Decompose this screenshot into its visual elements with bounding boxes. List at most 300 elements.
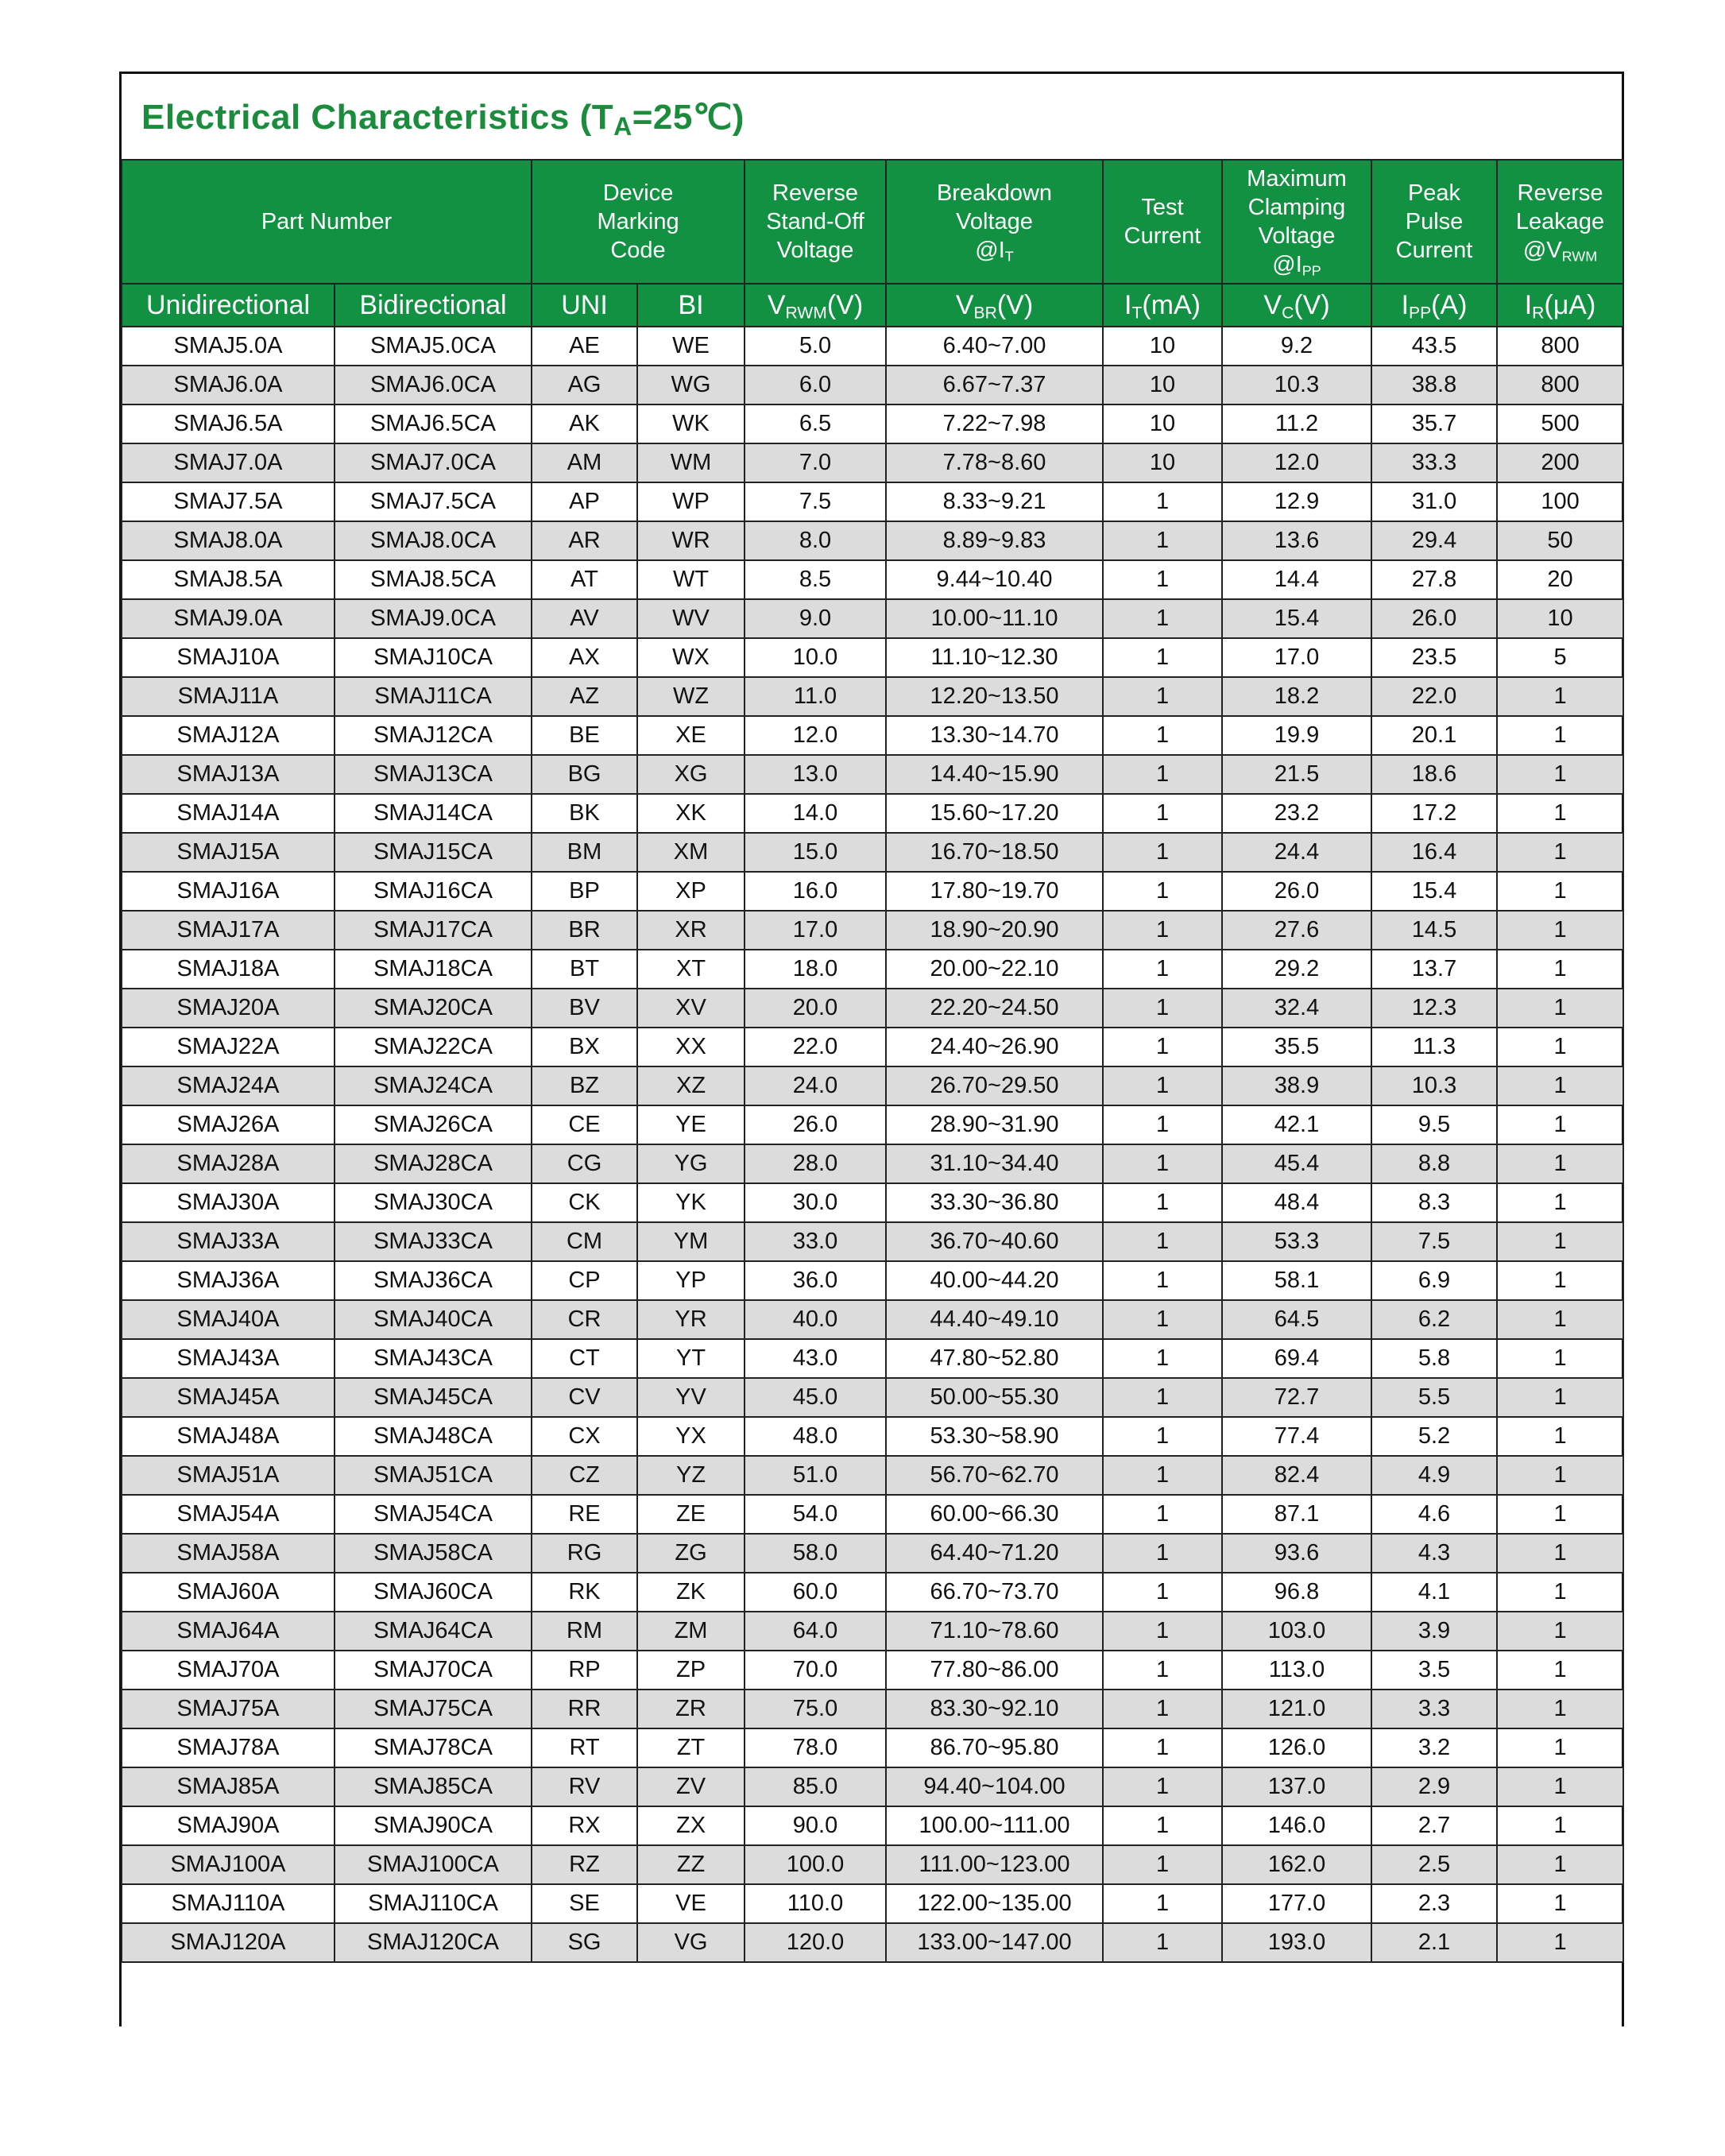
cell-vbr: 44.40~49.10 (886, 1300, 1103, 1339)
cell-unidirectional-part: SMAJ20A (122, 989, 335, 1028)
header-max-clamping-voltage: Maximum Clamping Voltage $@I_{PP}$ (1222, 160, 1371, 284)
cell-vc: 23.2 (1222, 794, 1371, 833)
cell-vrwm: 9.0 (745, 599, 886, 638)
cell-it: 1 (1103, 1222, 1222, 1261)
cell-uni-marking: AV (532, 599, 637, 638)
electrical-characteristics-table (121, 159, 1624, 1963)
cell-it: 1 (1103, 716, 1222, 755)
cell-uni-marking: CR (532, 1300, 637, 1339)
cell-vc: 77.4 (1222, 1417, 1371, 1456)
cell-vbr: 10.00~11.10 (886, 599, 1103, 638)
cell-bi-marking: WX (637, 638, 745, 677)
cell-vbr: 12.20~13.50 (886, 677, 1103, 716)
cell-bidirectional-part: SMAJ33CA (335, 1222, 532, 1261)
cell-uni-marking: BZ (532, 1066, 637, 1105)
table-body (122, 327, 1623, 1962)
table-row (122, 1300, 1623, 1339)
cell-ipp: 26.0 (1371, 599, 1497, 638)
cell-unidirectional-part: SMAJ7.5A (122, 482, 335, 521)
table-row (122, 1105, 1623, 1144)
cell-vbr: 8.33~9.21 (886, 482, 1103, 521)
cell-bidirectional-part: SMAJ16CA (335, 872, 532, 911)
cell-vrwm: 100.0 (745, 1845, 886, 1884)
cell-ir: 1 (1497, 1573, 1623, 1612)
cell-uni-marking: BX (532, 1028, 637, 1066)
cell-vrwm: 28.0 (745, 1144, 886, 1183)
cell-vbr: 83.30~92.10 (886, 1690, 1103, 1728)
cell-ir: 1 (1497, 1728, 1623, 1767)
cell-unidirectional-part: SMAJ8.5A (122, 560, 335, 599)
cell-uni-marking: BE (532, 716, 637, 755)
cell-vc: 11.2 (1222, 404, 1371, 443)
cell-bi-marking: YK (637, 1183, 745, 1222)
cell-vc: 162.0 (1222, 1845, 1371, 1884)
cell-bidirectional-part: SMAJ90CA (335, 1806, 532, 1845)
subheader-it: $I_T(mA)$ (1103, 284, 1222, 327)
cell-vrwm: 40.0 (745, 1300, 886, 1339)
cell-ipp: 35.7 (1371, 404, 1497, 443)
cell-vrwm: 36.0 (745, 1261, 886, 1300)
cell-vbr: 6.67~7.37 (886, 366, 1103, 404)
cell-ir: 1 (1497, 1028, 1623, 1066)
cell-bidirectional-part: SMAJ64CA (335, 1612, 532, 1651)
cell-unidirectional-part: SMAJ24A (122, 1066, 335, 1105)
cell-vrwm: 8.0 (745, 521, 886, 560)
cell-bi-marking: YT (637, 1339, 745, 1378)
cell-bidirectional-part: SMAJ54CA (335, 1495, 532, 1534)
cell-ipp: 3.2 (1371, 1728, 1497, 1767)
cell-ipp: 8.8 (1371, 1144, 1497, 1183)
table-row (122, 1612, 1623, 1651)
cell-bi-marking: ZK (637, 1573, 745, 1612)
header-part-number: Part Number (122, 160, 532, 284)
cell-unidirectional-part: SMAJ78A (122, 1728, 335, 1767)
cell-ir: 1 (1497, 1806, 1623, 1845)
cell-vc: 9.2 (1222, 327, 1371, 366)
cell-vc: 177.0 (1222, 1884, 1371, 1923)
cell-unidirectional-part: SMAJ13A (122, 755, 335, 794)
cell-unidirectional-part: SMAJ48A (122, 1417, 335, 1456)
cell-unidirectional-part: SMAJ22A (122, 1028, 335, 1066)
cell-bidirectional-part: SMAJ10CA (335, 638, 532, 677)
cell-uni-marking: CV (532, 1378, 637, 1417)
table-row (122, 716, 1623, 755)
header-device-marking-code: Device Marking Code (532, 160, 745, 284)
cell-bidirectional-part: SMAJ9.0CA (335, 599, 532, 638)
cell-bidirectional-part: SMAJ110CA (335, 1884, 532, 1923)
table-row (122, 1456, 1623, 1495)
cell-unidirectional-part: SMAJ17A (122, 911, 335, 950)
cell-unidirectional-part: SMAJ64A (122, 1612, 335, 1651)
cell-vc: 17.0 (1222, 638, 1371, 677)
cell-vbr: 16.70~18.50 (886, 833, 1103, 872)
header-test-current: Test Current (1103, 160, 1222, 284)
cell-bidirectional-part: SMAJ22CA (335, 1028, 532, 1066)
cell-ir: 1 (1497, 1495, 1623, 1534)
cell-unidirectional-part: SMAJ60A (122, 1573, 335, 1612)
cell-ir: 1 (1497, 677, 1623, 716)
cell-bi-marking: XZ (637, 1066, 745, 1105)
cell-ir: 1 (1497, 950, 1623, 989)
cell-it: 1 (1103, 1261, 1222, 1300)
cell-ipp: 2.9 (1371, 1767, 1497, 1806)
table-row (122, 1573, 1623, 1612)
cell-vc: 48.4 (1222, 1183, 1371, 1222)
cell-vrwm: 17.0 (745, 911, 886, 950)
cell-it: 1 (1103, 950, 1222, 989)
cell-vbr: 56.70~62.70 (886, 1456, 1103, 1495)
cell-bidirectional-part: SMAJ58CA (335, 1534, 532, 1573)
cell-uni-marking: CE (532, 1105, 637, 1144)
cell-ipp: 14.5 (1371, 911, 1497, 950)
cell-vrwm: 33.0 (745, 1222, 886, 1261)
cell-uni-marking: AP (532, 482, 637, 521)
cell-uni-marking: CT (532, 1339, 637, 1378)
cell-ipp: 4.9 (1371, 1456, 1497, 1495)
cell-bidirectional-part: SMAJ17CA (335, 911, 532, 950)
cell-unidirectional-part: SMAJ43A (122, 1339, 335, 1378)
cell-uni-marking: RX (532, 1806, 637, 1845)
cell-vc: 19.9 (1222, 716, 1371, 755)
cell-ipp: 33.3 (1371, 443, 1497, 482)
cell-unidirectional-part: SMAJ5.0A (122, 327, 335, 366)
cell-unidirectional-part: SMAJ90A (122, 1806, 335, 1845)
cell-bi-marking: ZP (637, 1651, 745, 1690)
cell-it: 1 (1103, 1534, 1222, 1573)
cell-ipp: 2.7 (1371, 1806, 1497, 1845)
cell-ir: 1 (1497, 1339, 1623, 1378)
cell-ir: 1 (1497, 872, 1623, 911)
cell-ir: 1 (1497, 1222, 1623, 1261)
cell-vbr: 64.40~71.20 (886, 1534, 1103, 1573)
table-row (122, 1339, 1623, 1378)
cell-it: 1 (1103, 911, 1222, 950)
cell-bi-marking: WZ (637, 677, 745, 716)
subheader-vbr: $V_{BR}(V)$ (886, 284, 1103, 327)
cell-vrwm: 5.0 (745, 327, 886, 366)
table-row (122, 677, 1623, 716)
cell-bidirectional-part: SMAJ20CA (335, 989, 532, 1028)
cell-it: 1 (1103, 1456, 1222, 1495)
table-row (122, 1767, 1623, 1806)
cell-ir: 20 (1497, 560, 1623, 599)
cell-it: 1 (1103, 1690, 1222, 1728)
table-row (122, 833, 1623, 872)
cell-unidirectional-part: SMAJ8.0A (122, 521, 335, 560)
cell-unidirectional-part: SMAJ26A (122, 1105, 335, 1144)
cell-ipp: 22.0 (1371, 677, 1497, 716)
cell-bidirectional-part: SMAJ13CA (335, 755, 532, 794)
cell-uni-marking: CZ (532, 1456, 637, 1495)
cell-ir: 1 (1497, 1144, 1623, 1183)
cell-vc: 121.0 (1222, 1690, 1371, 1728)
cell-unidirectional-part: SMAJ85A (122, 1767, 335, 1806)
table-row (122, 1806, 1623, 1845)
cell-uni-marking: RZ (532, 1845, 637, 1884)
cell-bi-marking: YE (637, 1105, 745, 1144)
table-row (122, 911, 1623, 950)
cell-it: 10 (1103, 443, 1222, 482)
cell-unidirectional-part: SMAJ28A (122, 1144, 335, 1183)
cell-vrwm: 48.0 (745, 1417, 886, 1456)
cell-vc: 72.7 (1222, 1378, 1371, 1417)
cell-it: 1 (1103, 1767, 1222, 1806)
cell-unidirectional-part: SMAJ14A (122, 794, 335, 833)
cell-bidirectional-part: SMAJ5.0CA (335, 327, 532, 366)
cell-unidirectional-part: SMAJ75A (122, 1690, 335, 1728)
cell-vc: 29.2 (1222, 950, 1371, 989)
cell-unidirectional-part: SMAJ70A (122, 1651, 335, 1690)
cell-ipp: 29.4 (1371, 521, 1497, 560)
cell-vbr: 7.78~8.60 (886, 443, 1103, 482)
cell-ir: 1 (1497, 1183, 1623, 1222)
cell-ipp: 3.5 (1371, 1651, 1497, 1690)
cell-uni-marking: SE (532, 1884, 637, 1923)
cell-ipp: 31.0 (1371, 482, 1497, 521)
cell-bi-marking: XT (637, 950, 745, 989)
cell-bi-marking: XP (637, 872, 745, 911)
cell-unidirectional-part: SMAJ30A (122, 1183, 335, 1222)
cell-vrwm: 90.0 (745, 1806, 886, 1845)
cell-vc: 32.4 (1222, 989, 1371, 1028)
cell-ir: 50 (1497, 521, 1623, 560)
cell-bi-marking: ZM (637, 1612, 745, 1651)
cell-unidirectional-part: SMAJ36A (122, 1261, 335, 1300)
cell-vbr: 33.30~36.80 (886, 1183, 1103, 1222)
cell-bidirectional-part: SMAJ51CA (335, 1456, 532, 1495)
cell-ipp: 18.6 (1371, 755, 1497, 794)
cell-ir: 1 (1497, 1651, 1623, 1690)
cell-vbr: 122.00~135.00 (886, 1884, 1103, 1923)
cell-uni-marking: AT (532, 560, 637, 599)
cell-vrwm: 8.5 (745, 560, 886, 599)
cell-ir: 1 (1497, 1612, 1623, 1651)
subheader-uni: UNI (532, 284, 637, 327)
cell-unidirectional-part: SMAJ10A (122, 638, 335, 677)
cell-uni-marking: RP (532, 1651, 637, 1690)
cell-bi-marking: XK (637, 794, 745, 833)
cell-unidirectional-part: SMAJ54A (122, 1495, 335, 1534)
cell-ipp: 3.9 (1371, 1612, 1497, 1651)
cell-vbr: 50.00~55.30 (886, 1378, 1103, 1417)
cell-it: 1 (1103, 482, 1222, 521)
cell-bidirectional-part: SMAJ18CA (335, 950, 532, 989)
cell-vc: 38.9 (1222, 1066, 1371, 1105)
cell-ipp: 12.3 (1371, 989, 1497, 1028)
cell-ipp: 3.3 (1371, 1690, 1497, 1728)
cell-bi-marking: XV (637, 989, 745, 1028)
cell-it: 1 (1103, 794, 1222, 833)
cell-bi-marking: YM (637, 1222, 745, 1261)
cell-ir: 1 (1497, 794, 1623, 833)
table-row (122, 1495, 1623, 1534)
cell-ir: 1 (1497, 1066, 1623, 1105)
cell-uni-marking: CM (532, 1222, 637, 1261)
cell-ipp: 16.4 (1371, 833, 1497, 872)
cell-ir: 10 (1497, 599, 1623, 638)
cell-it: 1 (1103, 1417, 1222, 1456)
cell-ir: 1 (1497, 1300, 1623, 1339)
cell-vrwm: 7.0 (745, 443, 886, 482)
cell-vbr: 6.40~7.00 (886, 327, 1103, 366)
cell-unidirectional-part: SMAJ7.0A (122, 443, 335, 482)
cell-vbr: 53.30~58.90 (886, 1417, 1103, 1456)
cell-it: 1 (1103, 599, 1222, 638)
cell-vc: 64.5 (1222, 1300, 1371, 1339)
cell-ipp: 15.4 (1371, 872, 1497, 911)
cell-ipp: 13.7 (1371, 950, 1497, 989)
cell-ir: 1 (1497, 1378, 1623, 1417)
cell-vbr: 47.80~52.80 (886, 1339, 1103, 1378)
cell-ipp: 4.1 (1371, 1573, 1497, 1612)
cell-it: 1 (1103, 1612, 1222, 1651)
cell-vbr: 66.70~73.70 (886, 1573, 1103, 1612)
cell-it: 1 (1103, 1806, 1222, 1845)
cell-ir: 1 (1497, 1534, 1623, 1573)
cell-ir: 800 (1497, 366, 1623, 404)
subheader-vc: $V_C(V)$ (1222, 284, 1371, 327)
cell-it: 1 (1103, 560, 1222, 599)
cell-ir: 200 (1497, 443, 1623, 482)
cell-uni-marking: AE (532, 327, 637, 366)
header-breakdown-voltage: Breakdown Voltage $@I_T$ (886, 160, 1103, 284)
cell-uni-marking: BK (532, 794, 637, 833)
cell-uni-marking: CP (532, 1261, 637, 1300)
cell-it: 1 (1103, 755, 1222, 794)
cell-bi-marking: ZE (637, 1495, 745, 1534)
cell-ir: 1 (1497, 989, 1623, 1028)
cell-vc: 96.8 (1222, 1573, 1371, 1612)
cell-bidirectional-part: SMAJ100CA (335, 1845, 532, 1884)
cell-ipp: 10.3 (1371, 1066, 1497, 1105)
cell-bidirectional-part: SMAJ6.5CA (335, 404, 532, 443)
cell-bi-marking: ZT (637, 1728, 745, 1767)
cell-vc: 53.3 (1222, 1222, 1371, 1261)
subheader-unidirectional: Unidirectional (122, 284, 335, 327)
cell-it: 1 (1103, 1105, 1222, 1144)
cell-bi-marking: YP (637, 1261, 745, 1300)
page-title: Electrical Characteristics $(T_A=25℃)$ (141, 98, 745, 141)
cell-ir: 1 (1497, 755, 1623, 794)
cell-vrwm: 15.0 (745, 833, 886, 872)
cell-ir: 1 (1497, 1690, 1623, 1728)
cell-bi-marking: ZG (637, 1534, 745, 1573)
cell-bidirectional-part: SMAJ40CA (335, 1300, 532, 1339)
cell-bidirectional-part: SMAJ7.5CA (335, 482, 532, 521)
subheader-bidirectional: Bidirectional (335, 284, 532, 327)
cell-bidirectional-part: SMAJ6.0CA (335, 366, 532, 404)
cell-ipp: 27.8 (1371, 560, 1497, 599)
table-row (122, 366, 1623, 404)
cell-uni-marking: CG (532, 1144, 637, 1183)
cell-it: 1 (1103, 872, 1222, 911)
cell-vrwm: 10.0 (745, 638, 886, 677)
cell-vc: 12.9 (1222, 482, 1371, 521)
cell-vrwm: 18.0 (745, 950, 886, 989)
cell-ipp: 9.5 (1371, 1105, 1497, 1144)
cell-vbr: 60.00~66.30 (886, 1495, 1103, 1534)
cell-bidirectional-part: SMAJ85CA (335, 1767, 532, 1806)
cell-vrwm: 78.0 (745, 1728, 886, 1767)
cell-vc: 21.5 (1222, 755, 1371, 794)
cell-vbr: 71.10~78.60 (886, 1612, 1103, 1651)
cell-vc: 26.0 (1222, 872, 1371, 911)
cell-bi-marking: WV (637, 599, 745, 638)
table-row (122, 482, 1623, 521)
cell-vbr: 11.10~12.30 (886, 638, 1103, 677)
cell-bidirectional-part: SMAJ12CA (335, 716, 532, 755)
cell-bi-marking: XR (637, 911, 745, 950)
cell-it: 1 (1103, 1651, 1222, 1690)
cell-it: 1 (1103, 1300, 1222, 1339)
subheader-ipp: $I_{PP}(A)$ (1371, 284, 1497, 327)
cell-it: 1 (1103, 1884, 1222, 1923)
cell-vc: 14.4 (1222, 560, 1371, 599)
cell-it: 1 (1103, 1339, 1222, 1378)
cell-vrwm: 7.5 (745, 482, 886, 521)
cell-vc: 69.4 (1222, 1339, 1371, 1378)
cell-ipp: 6.9 (1371, 1261, 1497, 1300)
table-row (122, 1884, 1623, 1923)
cell-bidirectional-part: SMAJ26CA (335, 1105, 532, 1144)
cell-bidirectional-part: SMAJ48CA (335, 1417, 532, 1456)
cell-unidirectional-part: SMAJ16A (122, 872, 335, 911)
table-row (122, 1728, 1623, 1767)
cell-bidirectional-part: SMAJ120CA (335, 1923, 532, 1962)
subheader-ir: $I_R(\mu A)$ (1497, 284, 1623, 327)
cell-vrwm: 60.0 (745, 1573, 886, 1612)
cell-it: 1 (1103, 677, 1222, 716)
cell-vbr: 26.70~29.50 (886, 1066, 1103, 1105)
cell-bidirectional-part: SMAJ45CA (335, 1378, 532, 1417)
cell-bi-marking: ZZ (637, 1845, 745, 1884)
cell-it: 1 (1103, 1573, 1222, 1612)
cell-bi-marking: XG (637, 755, 745, 794)
cell-bidirectional-part: SMAJ43CA (335, 1339, 532, 1378)
cell-ir: 1 (1497, 1923, 1623, 1962)
cell-vc: 87.1 (1222, 1495, 1371, 1534)
cell-vbr: 86.70~95.80 (886, 1728, 1103, 1767)
cell-bidirectional-part: SMAJ36CA (335, 1261, 532, 1300)
cell-bi-marking: WR (637, 521, 745, 560)
cell-ipp: 43.5 (1371, 327, 1497, 366)
cell-ir: 1 (1497, 1261, 1623, 1300)
cell-bi-marking: VG (637, 1923, 745, 1962)
cell-vrwm: 75.0 (745, 1690, 886, 1728)
cell-it: 10 (1103, 366, 1222, 404)
table-row (122, 443, 1623, 482)
cell-ir: 1 (1497, 1456, 1623, 1495)
table-row (122, 1066, 1623, 1105)
table-row (122, 1417, 1623, 1456)
cell-bi-marking: XX (637, 1028, 745, 1066)
cell-uni-marking: RE (532, 1495, 637, 1534)
cell-bidirectional-part: SMAJ28CA (335, 1144, 532, 1183)
table-row (122, 872, 1623, 911)
cell-unidirectional-part: SMAJ6.0A (122, 366, 335, 404)
cell-it: 10 (1103, 404, 1222, 443)
cell-uni-marking: BG (532, 755, 637, 794)
table-row (122, 1378, 1623, 1417)
cell-vbr: 20.00~22.10 (886, 950, 1103, 989)
cell-unidirectional-part: SMAJ58A (122, 1534, 335, 1573)
cell-bidirectional-part: SMAJ7.0CA (335, 443, 532, 482)
cell-vc: 18.2 (1222, 677, 1371, 716)
cell-vbr: 9.44~10.40 (886, 560, 1103, 599)
cell-bi-marking: WP (637, 482, 745, 521)
cell-vc: 10.3 (1222, 366, 1371, 404)
cell-vrwm: 43.0 (745, 1339, 886, 1378)
